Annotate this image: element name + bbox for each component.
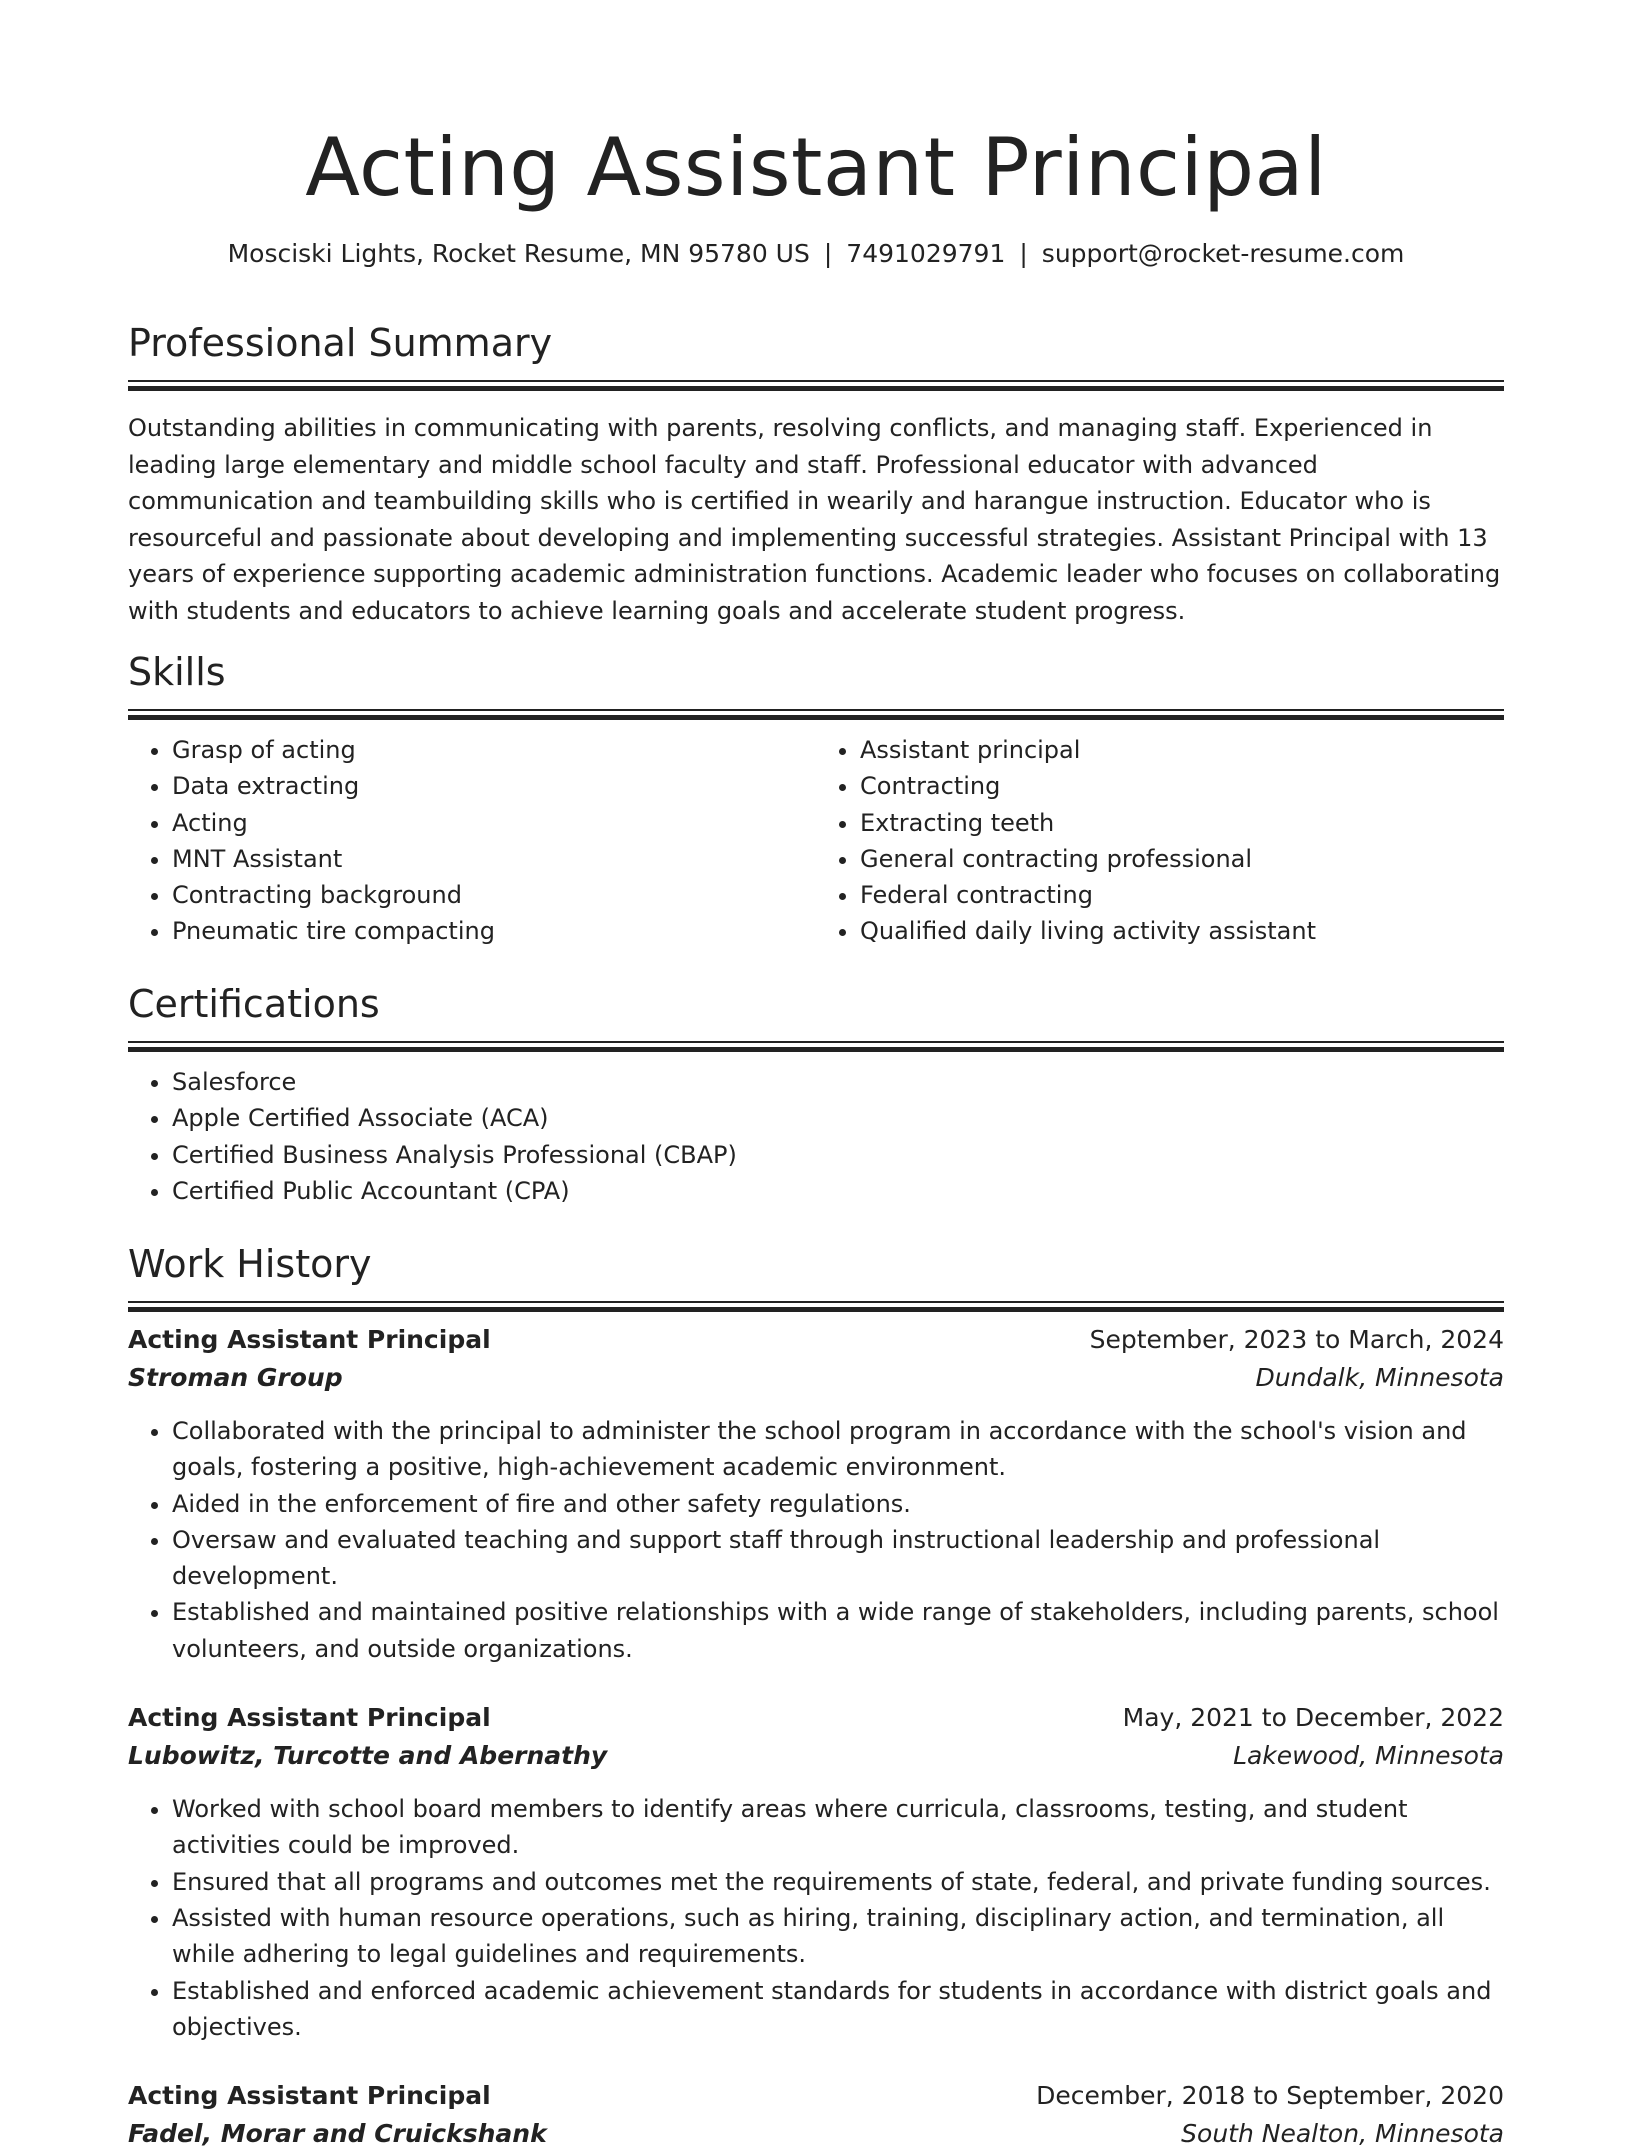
job-company-row bbox=[128, 1737, 1504, 1775]
skills-heading: Skills bbox=[128, 650, 226, 694]
job-company-row bbox=[128, 1359, 1504, 1397]
job-bullet: • Assisted with human resource operations, such as hiring, training, disciplinary action, and termination, all while adhering to legal guidelines and requirements. bbox=[172, 1900, 1504, 1973]
contact-phone: 7491029791 bbox=[846, 239, 1006, 268]
job-company: Lubowitz, Turcotte and Abernathy bbox=[128, 1741, 608, 1771]
skill-item: • Qualified daily living activity assistant bbox=[860, 913, 1504, 949]
job-location: South Nealton, Minnesota bbox=[1181, 2119, 1504, 2149]
job-dates: May, 2021 to December, 2022 bbox=[1122, 1703, 1504, 1733]
summary-text: Outstanding abilities in communicating with parents, resolving conflicts, and managing staff. Experienced in leading large elementary and middle school faculty and staff. Professional educator with advanced communication and teambuilding skills who is certified in wearily and harangue instruction. Educator who is resourceful and passionate about developing and implementing successful strategies. Assistant Principal with 13 years of experience supporting academic administration functions. Academic leader who focuses on collaborating with students and educators to achieve learning goals and accelerate student progress. bbox=[128, 414, 1501, 625]
summary-section bbox=[128, 320, 1504, 629]
skill-item: • General contracting professional bbox=[860, 841, 1504, 877]
job-bullet: • Established and enforced academic achievement standards for students in accordance with district goals and objectives. bbox=[172, 1973, 1504, 2046]
job-dates: September, 2023 to March, 2024 bbox=[1089, 1325, 1504, 1354]
skill-item: • Acting bbox=[172, 805, 816, 841]
skills-right-column bbox=[816, 732, 1504, 950]
certification-item: • Certified Business Analysis Professional (CBAP) bbox=[172, 1137, 1504, 1173]
skill-item: • Contracting background bbox=[172, 877, 816, 913]
contact-address: Mosciski Lights, Rocket Resume, MN 95780 US bbox=[227, 239, 810, 268]
job-bullets bbox=[128, 1791, 1504, 2045]
certification-item: • Salesforce bbox=[172, 1064, 1504, 1100]
contact-separator: | bbox=[1019, 239, 1028, 268]
skills-section bbox=[128, 649, 1504, 950]
skill-item: • MNT Assistant bbox=[172, 841, 816, 877]
skill-item: • Contracting bbox=[860, 768, 1504, 804]
section-divider bbox=[128, 1041, 1504, 1043]
summary-heading: Professional Summary bbox=[128, 321, 553, 365]
job-header-row bbox=[128, 1321, 1504, 1359]
section-divider bbox=[128, 709, 1504, 711]
contact-email: support@rocket-resume.com bbox=[1041, 239, 1405, 268]
certifications-list bbox=[128, 1064, 1504, 1209]
job-entry bbox=[128, 1321, 1504, 1667]
job-company: Stroman Group bbox=[128, 1363, 343, 1392]
skills-grid bbox=[128, 732, 1504, 950]
job-dates: December, 2018 to September, 2020 bbox=[1036, 2081, 1504, 2111]
job-entry bbox=[128, 1699, 1504, 2045]
job-location: Lakewood, Minnesota bbox=[1233, 1741, 1504, 1771]
section-divider bbox=[128, 380, 1504, 382]
job-location: Dundalk, Minnesota bbox=[1255, 1363, 1504, 1392]
work-history-heading: Work History bbox=[128, 1242, 372, 1286]
skill-item: • Grasp of acting bbox=[172, 732, 816, 768]
job-entry bbox=[128, 2077, 1504, 2153]
job-bullet: • Collaborated with the principal to administer the school program in accordance with the school's vision and goals, fostering a positive, high-achievement academic environment. bbox=[172, 1413, 1504, 1486]
job-bullet: • Ensured that all programs and outcomes met the requirements of state, federal, and private funding sources. bbox=[172, 1864, 1504, 1900]
contact-line bbox=[128, 238, 1504, 270]
skill-item: • Federal contracting bbox=[860, 877, 1504, 913]
certification-item: • Certified Public Accountant (CPA) bbox=[172, 1173, 1504, 1209]
job-company-row bbox=[128, 2115, 1504, 2153]
job-bullets bbox=[128, 1413, 1504, 1667]
skill-item: • Extracting teeth bbox=[860, 805, 1504, 841]
job-company: Fadel, Morar and Cruickshank bbox=[128, 2119, 547, 2149]
job-bullet: • Aided in the enforcement of fire and other safety regulations. bbox=[172, 1486, 1504, 1522]
skill-item: • Assistant principal bbox=[860, 732, 1504, 768]
job-title: Acting Assistant Principal bbox=[128, 1325, 491, 1354]
job-bullet: • Established and maintained positive relationships with a wide range of stakeholders, including parents, school volunteers, and outside organizations. bbox=[172, 1594, 1504, 1667]
certification-item: • Apple Certified Associate (ACA) bbox=[172, 1100, 1504, 1136]
job-header-row bbox=[128, 1699, 1504, 1737]
resume-name: Acting Assistant Principal bbox=[305, 121, 1327, 214]
skills-left-column bbox=[128, 732, 816, 950]
job-title: Acting Assistant Principal bbox=[128, 2081, 491, 2111]
skill-item: • Data extracting bbox=[172, 768, 816, 804]
work-history-section bbox=[128, 1241, 1504, 2153]
skill-item: • Pneumatic tire compacting bbox=[172, 913, 816, 949]
section-divider bbox=[128, 1301, 1504, 1303]
job-header-row bbox=[128, 2077, 1504, 2115]
contact-separator: | bbox=[823, 239, 833, 268]
job-bullet: • Worked with school board members to identify areas where curricula, classrooms, testing, and student activities could be improved. bbox=[172, 1791, 1504, 1864]
resume-page bbox=[128, 0, 1504, 2149]
certifications-section bbox=[128, 981, 1504, 1209]
job-title: Acting Assistant Principal bbox=[128, 1703, 491, 1733]
certifications-heading: Certifications bbox=[128, 982, 380, 1026]
job-bullet: • Oversaw and evaluated teaching and support staff through instructional leadership and professional development. bbox=[172, 1522, 1504, 1595]
